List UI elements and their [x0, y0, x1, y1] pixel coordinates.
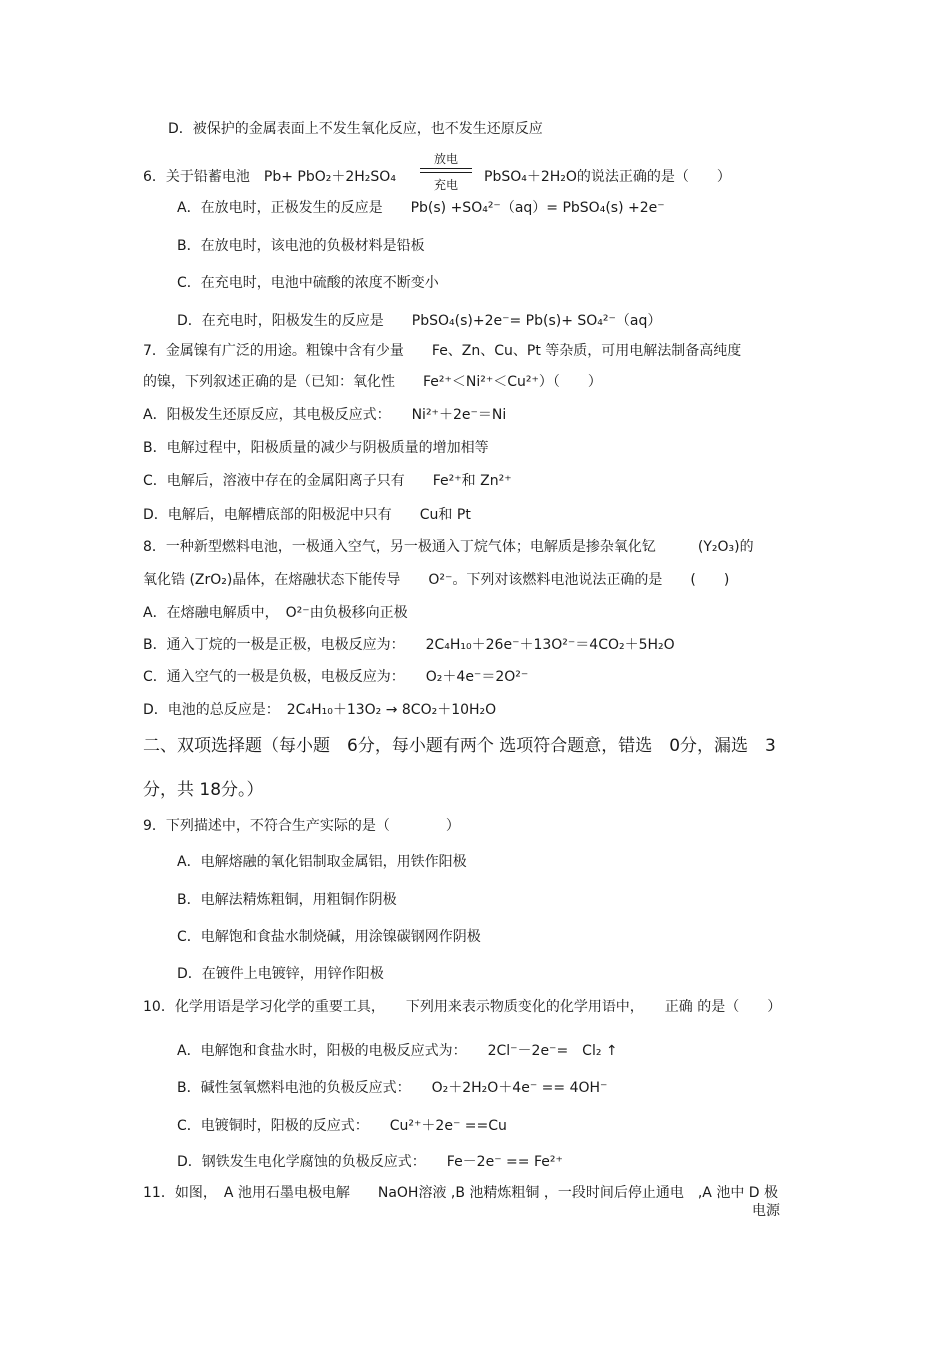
question-7-stem: 7．金属镍有广泛的用途。粗镍中含有少量 Fe、Zn、Cu、Pt 等杂质，可用电解法制备高纯度 — [143, 343, 742, 359]
question-11-stem: 11．如图， A 池用石墨电极电解 NaOH溶液 ,B 池精炼粗铜 ，一段时间后停止通电 ,A 池中 D 极 — [143, 1185, 779, 1201]
arrow-label-charge: 充电 — [433, 178, 458, 192]
reversible-arrow — [420, 150, 472, 193]
question-11-label: 电源 — [752, 1203, 780, 1219]
option-6c: C．在充电时，电池中硫酸的浓度不断变小 — [177, 275, 439, 291]
question-8-stem: 8．一种新型燃料电池，一极通入空气，另一极通入丁烷气体；电解质是掺杂氧化钇 (Y₂O₃)的 — [143, 539, 754, 555]
option-10d: D．钢铁发生电化学腐蚀的负极反应式： Fe－2e⁻ == Fe²⁺ — [177, 1154, 563, 1170]
option-9a: A．电解熔融的氧化铝制取金属铝，用铁作阳极 — [177, 854, 467, 870]
option-7d: D．电解后，电解槽底部的阳极泥中只有 Cu和 Pt — [143, 507, 471, 523]
arrow-label-discharge: 放电 — [433, 152, 458, 166]
arrow-line — [420, 172, 472, 175]
option-6b: B．在放电时，该电池的负极材料是铅板 — [177, 238, 425, 254]
option-8b: B．通入丁烷的一极是正极，电极反应为： 2C₄H₁₀＋26e⁻＋13O²⁻＝4CO₂＋5H₂O — [143, 637, 675, 653]
option-8c: C．通入空气的一极是负极，电极反应为： O₂＋4e⁻＝2O²⁻ — [143, 669, 529, 685]
question-10-stem: 10．化学用语是学习化学的重要工具， 下列用来表示物质变化的化学用语中， 正确 的是（ ） — [143, 999, 782, 1015]
question-9-stem: 9．下列描述中，不符合生产实际的是（ ） — [143, 818, 460, 834]
question-6-stem-end: PbSO₄＋2H₂O的说法正确的是（ ） — [484, 169, 731, 185]
option-8a: A．在熔融电解质中， O²⁻由负极移向正极 — [143, 605, 408, 621]
option-10c: C．电镀铜时，阳极的反应式： Cu²⁺＋2e⁻ ==Cu — [177, 1118, 507, 1134]
option-6a: A．在放电时，正极发生的反应是 Pb(s) +SO₄²⁻（aq）= PbSO₄(s) +2e⁻ — [177, 200, 665, 216]
arrow-line — [420, 168, 472, 171]
option-7a: A．阳极发生还原反应，其电极反应式： Ni²⁺＋2e⁻＝Ni — [143, 407, 507, 423]
option-10b: B．碱性氢氧燃料电池的负极反应式： O₂＋2H₂O＋4e⁻ == 4OH⁻ — [177, 1080, 608, 1096]
option-10a: A．电解饱和食盐水时，阳极的电极反应式为： 2Cl⁻－2e⁻= Cl₂ ↑ — [177, 1043, 618, 1059]
question-6-stem: 6．关于铅蓄电池 Pb+ PbO₂＋2H₂SO₄ — [143, 169, 396, 185]
section-2-heading: 二、双项选择题（每小题 6分，每小题有两个 选项符合题意，错选 0分，漏选 3 — [143, 736, 776, 756]
option-9b: B．电解法精炼粗铜，用粗铜作阴极 — [177, 892, 397, 908]
question-8-stem-2: 氧化锆 (ZrO₂)晶体，在熔融状态下能传导 O²⁻。下列对该燃料电池说法正确的是 ( ) — [143, 572, 730, 588]
option-9c: C．电解饱和食盐水制烧碱，用涂镍碳钢网作阴极 — [177, 929, 481, 945]
question-7-stem-2: 的镍，下列叙述正确的是（已知：氧化性 Fe²⁺＜Ni²⁺＜Cu²⁺）（ ） — [143, 374, 602, 390]
option-5d: D．被保护的金属表面上不发生氧化反应，也不发生还原反应 — [168, 121, 543, 137]
section-2-heading-2: 分，共 18分。） — [143, 780, 264, 800]
option-7c: C．电解后，溶液中存在的金属阳离子只有 Fe²⁺和 Zn²⁺ — [143, 473, 512, 489]
option-9d: D．在镀件上电镀锌，用锌作阳极 — [177, 966, 384, 982]
option-6d: D．在充电时，阳极发生的反应是 PbSO₄(s)+2e⁻= Pb(s)+ SO₄²⁻（aq） — [177, 313, 662, 329]
option-7b: B．电解过程中，阳极质量的减少与阴极质量的增加相等 — [143, 440, 489, 456]
option-8d: D．电池的总反应是： 2C₄H₁₀＋13O₂ → 8CO₂＋10H₂O — [143, 702, 497, 718]
